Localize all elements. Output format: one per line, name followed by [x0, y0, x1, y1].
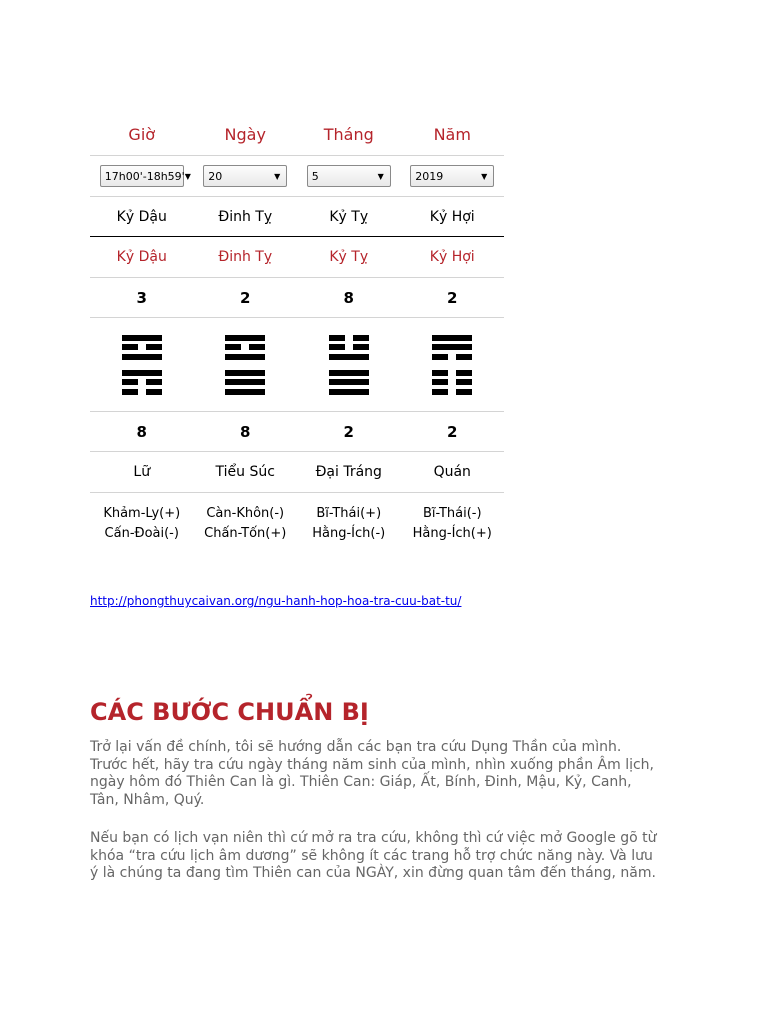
hour-cell [90, 156, 194, 196]
yang-line [225, 379, 265, 385]
triangle-down-icon: ▼ [481, 171, 488, 181]
can-chi-red-row [90, 237, 504, 278]
yang-line [329, 379, 369, 385]
day-cell [194, 156, 298, 196]
yang-line [225, 389, 265, 395]
number-bottom-month: 2 [343, 422, 354, 441]
yang-line [432, 335, 472, 341]
hexagram-icon [329, 335, 369, 395]
can-chi-red-day: Đinh Tỵ [218, 249, 273, 265]
number-top-day: 2 [240, 288, 251, 307]
select-row [90, 156, 504, 197]
yang-line [329, 370, 369, 376]
hexagram-name-row [90, 452, 504, 493]
pair-cell-hour [90, 493, 194, 555]
can-chi-red-year: Kỷ Hợi [429, 249, 475, 265]
triangle-down-icon: ▼ [377, 171, 384, 181]
can-chi-red-hour: Kỷ Dậu [116, 249, 167, 265]
yin-line [329, 344, 369, 350]
number-top-month: 8 [343, 288, 354, 307]
yang-line [225, 370, 265, 376]
year-cell [401, 156, 505, 196]
triangle-down-icon: ▼ [274, 171, 281, 181]
yin-line [329, 335, 369, 341]
hexagram-icon [225, 335, 265, 395]
yang-line [122, 370, 162, 376]
header-year: Năm [433, 125, 471, 144]
hexagram-cell-year [401, 318, 505, 411]
yang-line [329, 354, 369, 360]
yang-line [329, 389, 369, 395]
pair-year-1: Bĩ-Thái(-) [422, 506, 482, 521]
yin-line [225, 344, 265, 350]
number-top-year: 2 [447, 288, 458, 307]
number-top-hour: 3 [136, 288, 147, 307]
number-bottom-year: 2 [447, 422, 458, 441]
can-chi-red-month: Kỷ Tỵ [329, 249, 369, 265]
source-link[interactable]: http://phongthuycaivan.org/ngu-hanh-hop-hoa-tra-cuu-bat-tu/ [90, 594, 462, 608]
header-hour: Giờ [128, 125, 156, 144]
yin-line [122, 389, 162, 395]
number-bottom-row [90, 412, 504, 452]
yin-line [432, 379, 472, 385]
pair-day-1: Càn-Khôn(-) [206, 506, 285, 521]
month-cell [297, 156, 401, 196]
yang-line [432, 344, 472, 350]
number-top-row [90, 278, 504, 318]
pair-cell-year [401, 493, 505, 555]
hexagram-row [90, 318, 504, 412]
day-select[interactable] [203, 165, 287, 187]
pair-cell-month [297, 493, 401, 555]
pair-month-1: Bĩ-Thái(+) [316, 506, 382, 521]
hour-select-value: 17h00'-18h59' [104, 169, 185, 183]
pair-month-2: Hằng-Ích(-) [312, 526, 386, 541]
hour-select[interactable] [100, 165, 191, 187]
yin-line [432, 370, 472, 376]
header-month: Tháng [323, 125, 374, 144]
can-chi-day: Đinh Tỵ [218, 208, 273, 225]
can-chi-year: Kỷ Hợi [429, 208, 475, 225]
hexagram-icon [122, 335, 162, 395]
header-day: Ngày [224, 125, 266, 144]
year-select[interactable] [410, 165, 494, 187]
paragraph-2: Nếu bạn có lịch vạn niên thì cứ mở ra tra cứu, không thì cứ việc mở Google gõ từ khóa “tra cứu lịch âm dương” sẽ không ít các trang hỗ trợ chức năng này. Và lưu ý là chúng ta đang tìm Thiên can của NGÀY, xin đừng quan tâm đến tháng, năm. [90, 830, 657, 881]
hexagram-icon [432, 335, 472, 395]
pair-row [90, 493, 504, 555]
pair-hour-1: Khảm-Ly(+) [103, 506, 181, 521]
yin-line [122, 344, 162, 350]
can-chi-month: Kỷ Tỵ [329, 208, 369, 225]
section-heading: CÁC BƯỚC CHUẨN BỊ [90, 698, 369, 726]
yin-line [432, 354, 472, 360]
number-bottom-day: 8 [240, 422, 251, 441]
year-select-value: 2019 [415, 169, 444, 183]
yang-line [122, 335, 162, 341]
pair-day-2: Chấn-Tốn(+) [204, 526, 287, 541]
yin-line [122, 379, 162, 385]
bazi-table [90, 114, 504, 555]
pair-hour-2: Cấn-Đoài(-) [104, 526, 179, 541]
hexagram-name-day: Tiểu Súc [215, 464, 275, 480]
header-row [90, 114, 504, 156]
pair-year-2: Hằng-Ích(+) [412, 526, 492, 541]
number-bottom-hour: 8 [136, 422, 147, 441]
month-select-value: 5 [311, 169, 319, 183]
hexagram-cell-hour [90, 318, 194, 411]
pair-cell-day [194, 493, 298, 555]
hexagram-name-month: Đại Tráng [315, 464, 382, 480]
can-chi-row [90, 197, 504, 237]
triangle-down-icon: ▼ [184, 171, 191, 181]
hexagram-cell-day [194, 318, 298, 411]
hexagram-name-hour: Lữ [133, 464, 151, 480]
hexagram-cell-month [297, 318, 401, 411]
month-select[interactable] [307, 165, 391, 187]
hexagram-name-year: Quán [433, 464, 471, 480]
yang-line [122, 354, 162, 360]
yang-line [225, 335, 265, 341]
day-select-value: 20 [208, 169, 223, 183]
paragraph-1: Trở lại vấn đề chính, tôi sẽ hướng dẫn các bạn tra cứu Dụng Thần của mình. Trước hết, hãy tra cứu ngày tháng năm sinh của mình, nhìn xuống phần Âm lịch, ngày hôm đó Thiên Can là gì. Thiên Can: Giáp, Ất, Bính, Đinh, Mậu, Kỷ, Canh, Tân, Nhâm, Quý. [90, 739, 655, 808]
yin-line [432, 389, 472, 395]
yang-line [225, 354, 265, 360]
can-chi-hour: Kỷ Dậu [116, 208, 167, 225]
